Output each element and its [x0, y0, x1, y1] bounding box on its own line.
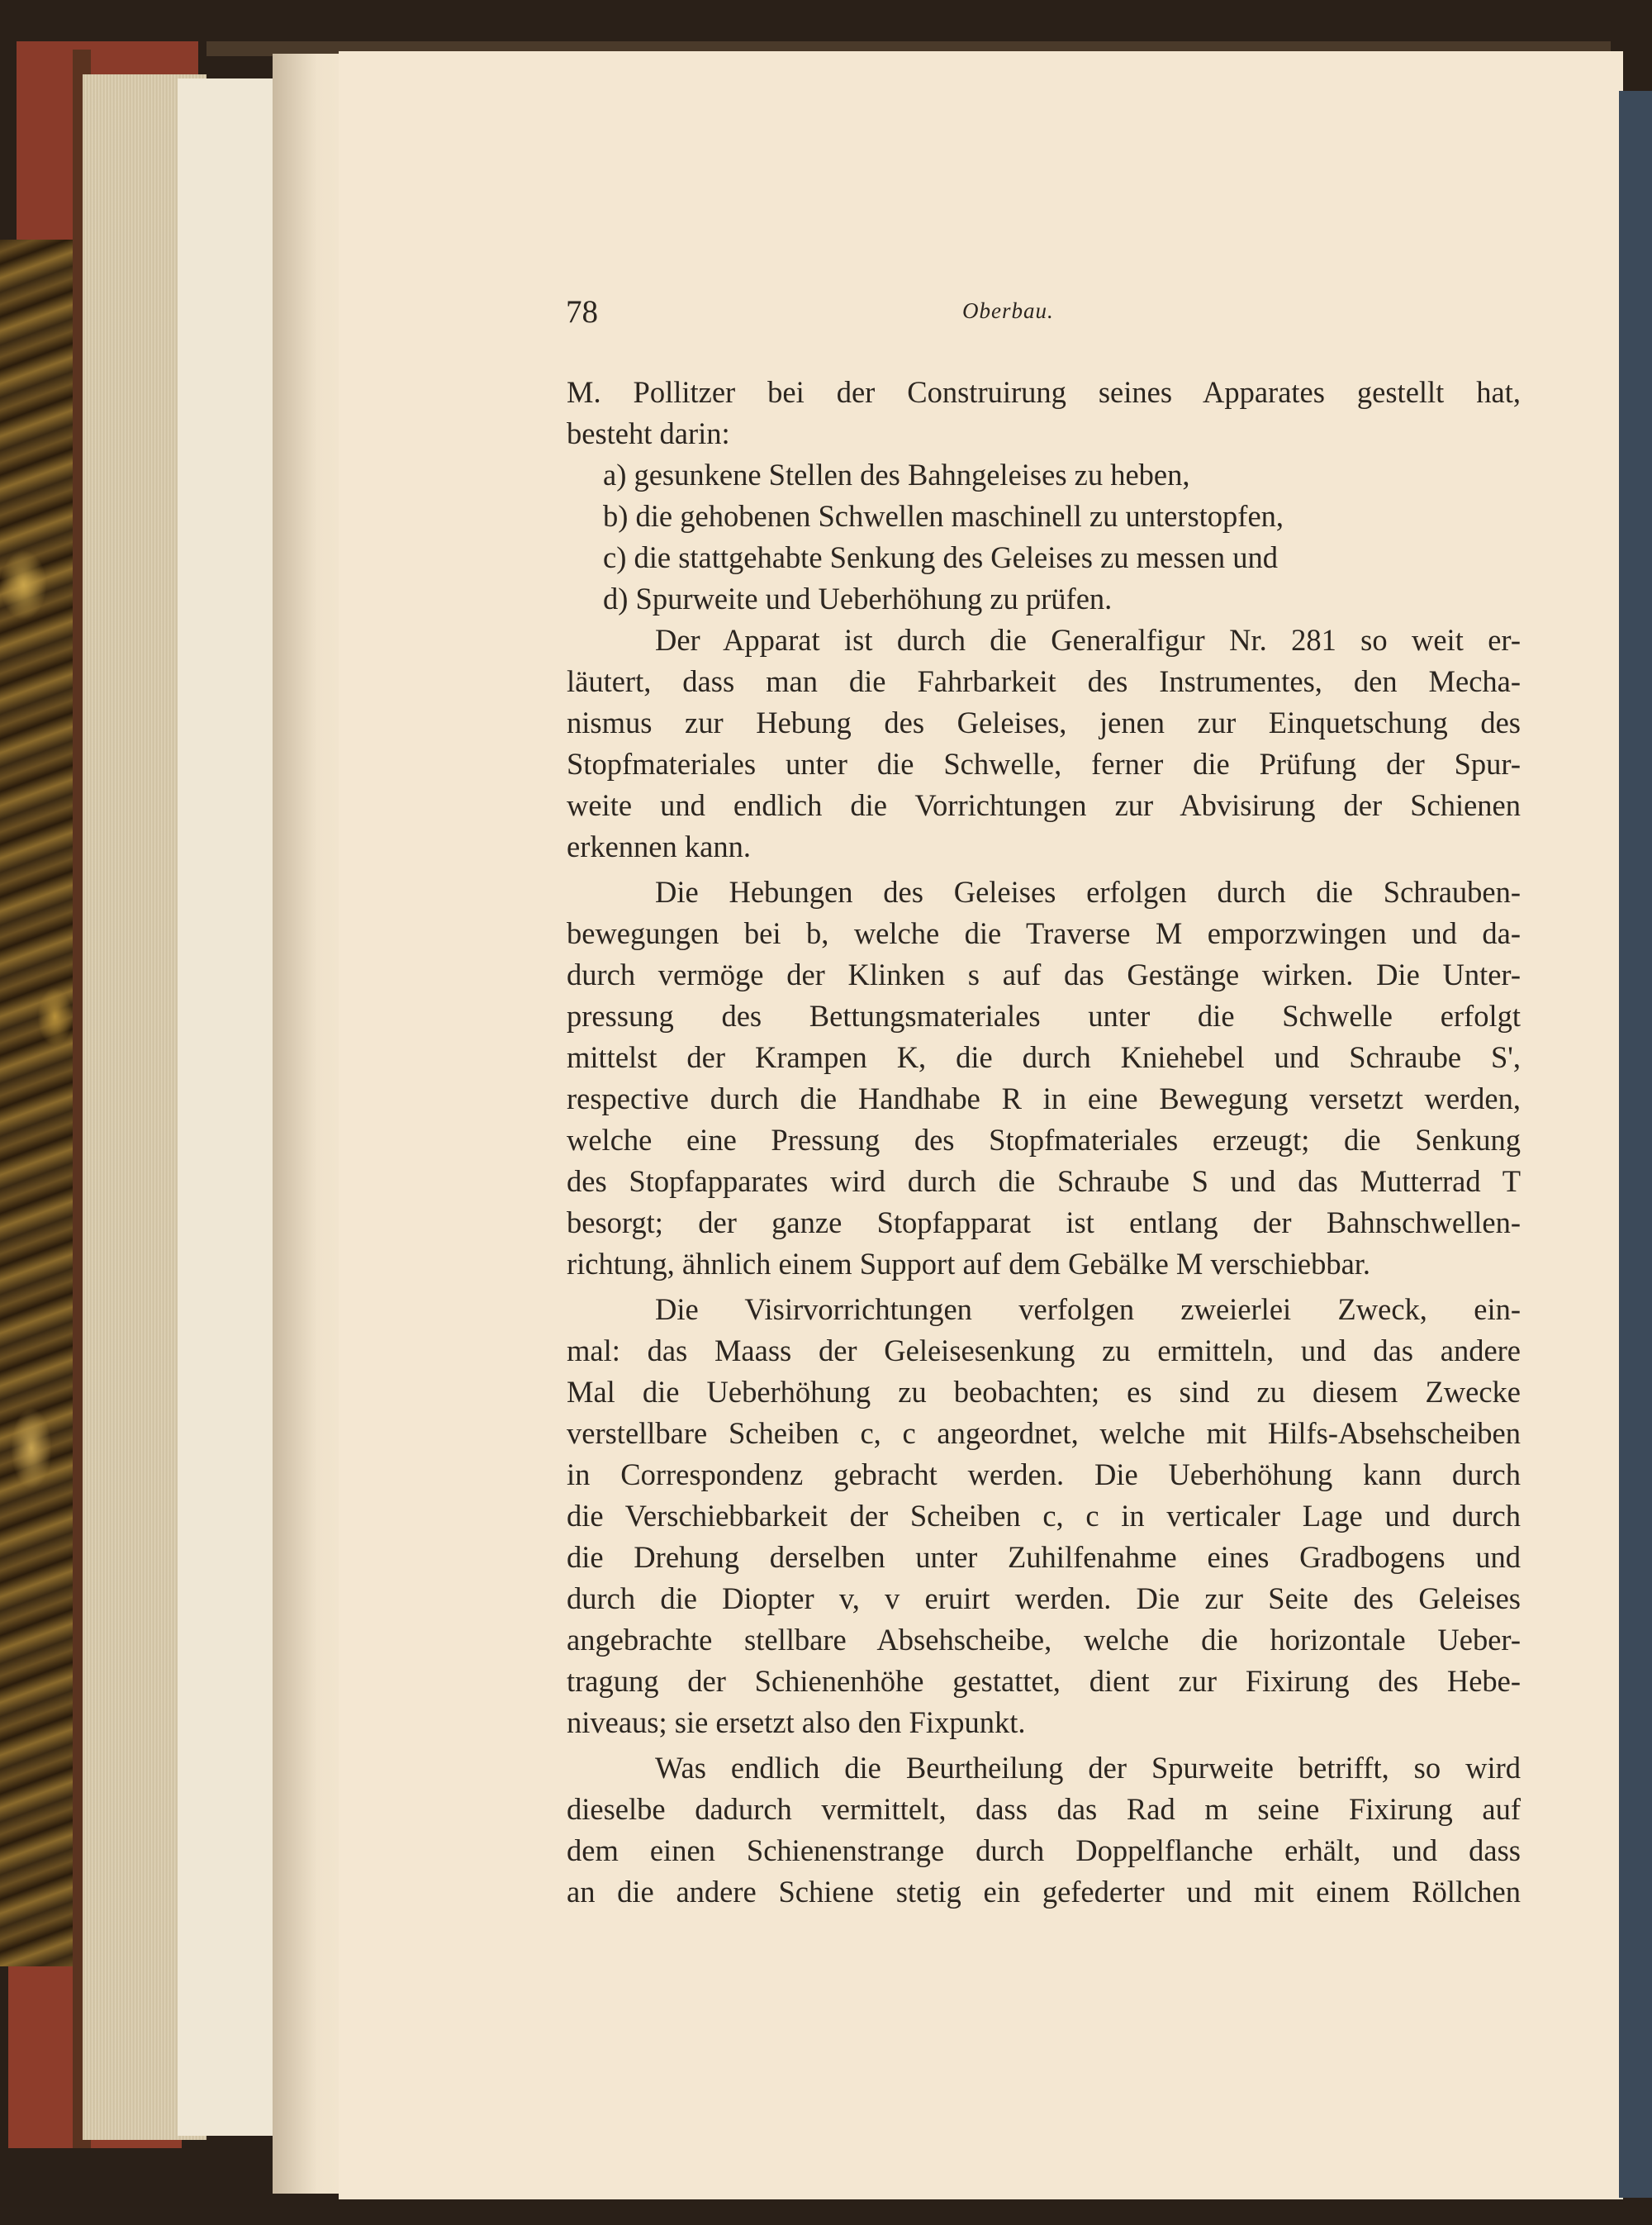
text-line: angebrachte stellbare Absehscheibe, welche die horizontale Ueber-	[567, 1623, 1521, 1657]
paragraph-first-line: Der Apparat ist durch die Generalfigur Nr. 281 so weit er-	[655, 623, 1521, 657]
text-line: in Correspondenz gebracht werden. Die Ueberhöhung kann durch	[567, 1457, 1521, 1491]
page-gutter	[273, 54, 347, 2194]
text-line: erkennen kann.	[567, 830, 751, 863]
paragraph-first-line: Was endlich die Beurtheilung der Spurweite betrifft, so wird	[655, 1751, 1521, 1785]
text-line: besteht darin:	[567, 416, 730, 450]
page-number: 78	[566, 294, 598, 330]
paragraph-first-line: Die Visirvorrichtungen verfolgen zweierlei Zweck, ein-	[655, 1292, 1521, 1326]
text-line: läutert, dass man die Fahrbarkeit des Instrumentes, den Mecha-	[567, 664, 1521, 698]
text-line: an die andere Schiene stetig ein gefederter und mit einem Röllchen	[567, 1875, 1521, 1909]
text-line: dieselbe dadurch vermittelt, dass das Rad m seine Fixirung auf	[567, 1792, 1521, 1826]
list-item: c) die stattgehabte Senkung des Geleises zu messen und	[603, 540, 1278, 574]
text-line: dem einen Schienenstrange durch Doppelflanche erhält, und dass	[567, 1833, 1521, 1867]
text-line: besorgt; der ganze Stopfapparat ist entlang der Bahnschwellen-	[567, 1205, 1521, 1239]
text-line: durch vermöge der Klinken s auf das Gestänge wirken. Die Unter-	[567, 958, 1521, 991]
text-line: verstellbare Scheiben c, c angeordnet, welche mit Hilfs-Absehscheiben	[567, 1416, 1521, 1450]
previous-page-edge	[178, 78, 277, 2136]
list-item: b) die gehobenen Schwellen maschinell zu unterstopfen,	[603, 499, 1284, 533]
text-line: welche eine Pressung des Stopfmateriales erzeugt; die Senkung	[567, 1123, 1521, 1157]
text-line: mal: das Maass der Geleisesenkung zu ermitteln, und das andere	[567, 1334, 1521, 1367]
text-line: die Verschiebbarkeit der Scheiben c, c in verticaler Lage und durch	[567, 1499, 1521, 1533]
list-item: d) Spurweite und Ueberhöhung zu prüfen.	[603, 582, 1113, 616]
text-line: weite und endlich die Vorrichtungen zur Abvisirung der Schienen	[567, 788, 1521, 822]
text-line: Stopfmateriales unter die Schwelle, ferner die Prüfung der Spur-	[567, 747, 1521, 781]
text-line: mittelst der Krampen K, die durch Kniehebel und Schraube S',	[567, 1040, 1521, 1074]
text-line: tragung der Schienenhöhe gestattet, dient zur Fixirung des Hebe-	[567, 1664, 1521, 1698]
running-head: Oberbau.	[962, 298, 1054, 323]
list-item: a) gesunkene Stellen des Bahngeleises zu heben,	[603, 458, 1190, 492]
text-line: nismus zur Hebung des Geleises, jenen zur Einquetschung des	[567, 706, 1521, 739]
text-line: durch die Diopter v, v eruirt werden. Die zur Seite des Geleises	[567, 1581, 1521, 1615]
text-line: pressung des Bettungsmateriales unter die Schwelle erfolgt	[567, 999, 1521, 1033]
text-line: Mal die Ueberhöhung zu beobachten; es sind zu diesem Zwecke	[567, 1375, 1521, 1409]
text-line: niveaus; sie ersetzt also den Fixpunkt.	[567, 1705, 1026, 1739]
text-line: M. Pollitzer bei der Construirung seines Apparates gestellt hat,	[567, 375, 1521, 409]
paragraph-first-line: Die Hebungen des Geleises erfolgen durch die Schrauben-	[655, 875, 1521, 909]
text-line: richtung, ähnlich einem Support auf dem Gebälke M verschiebbar.	[567, 1247, 1371, 1281]
marbled-endpaper	[0, 240, 78, 1966]
right-cover-edge	[1619, 91, 1652, 2198]
page-header	[0, 293, 1652, 343]
text-line: respective durch die Handhabe R in eine Bewegung versetzt werden,	[567, 1082, 1521, 1115]
text-line: des Stopfapparates wird durch die Schraube S und das Mutterrad T	[567, 1164, 1521, 1198]
text-line: die Drehung derselben unter Zuhilfenahme eines Gradbogens und	[567, 1540, 1521, 1574]
text-line: bewegungen bei b, welche die Traverse M emporzwingen und da-	[567, 916, 1521, 950]
